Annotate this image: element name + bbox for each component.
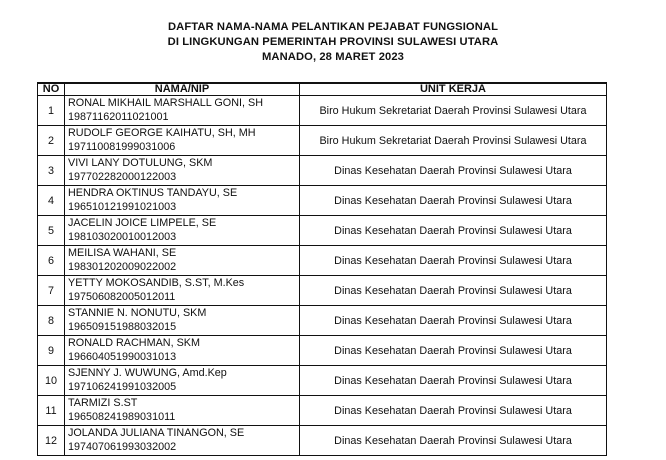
document-heading [0, 20, 666, 65]
table-row [38, 276, 607, 306]
employee-name: TARMIZI S.ST [68, 397, 138, 409]
column-header-nama-nip: NAMA/NIP [65, 83, 300, 96]
employee-name: SJENNY J. WUWUNG, Amd.Kep [68, 367, 227, 379]
table-row [38, 246, 607, 276]
employee-nip: 198301202009022002 [68, 260, 177, 273]
table-row [38, 366, 607, 396]
employee-nip: 196508241989031011 [68, 410, 176, 423]
employee-nip: 198103020010012003 [68, 230, 177, 243]
title-line-2: DI LINGKUNGAN PEMERINTAH PROVINSI SULAWESI UTARA [167, 36, 499, 48]
row-number: 6 [38, 246, 65, 276]
unit-kerja-cell: Dinas Kesehatan Daerah Provinsi Sulawesi Utara [300, 366, 607, 396]
row-number: 11 [38, 396, 65, 426]
employee-nip: 196510121991021003 [68, 200, 177, 213]
nama-nip-cell [65, 156, 300, 186]
row-number: 9 [38, 336, 65, 366]
unit-kerja-cell: Dinas Kesehatan Daerah Provinsi Sulawesi Utara [300, 156, 607, 186]
row-number: 4 [38, 186, 65, 216]
unit-kerja-cell: Dinas Kesehatan Daerah Provinsi Sulawesi Utara [300, 336, 607, 366]
employee-name: JACELIN JOICE LIMPELE, SE [68, 217, 217, 229]
nama-nip-cell [65, 396, 300, 426]
nama-nip-cell [65, 216, 300, 246]
employee-nip: 196509151988032015 [68, 320, 177, 333]
nama-nip-cell [65, 276, 300, 306]
table-row [38, 426, 607, 456]
pejabat-table [37, 82, 607, 456]
employee-nip: 197702282000122003 [68, 170, 177, 183]
employee-nip: 197106241991032005 [68, 380, 177, 393]
employee-nip: 196604051990031013 [68, 350, 177, 363]
employee-name: RONAL MIKHAIL MARSHALL GONI, SH [68, 97, 263, 109]
row-number: 10 [38, 366, 65, 396]
unit-kerja-cell: Dinas Kesehatan Daerah Provinsi Sulawesi Utara [300, 246, 607, 276]
employee-nip: 197506082005012011 [68, 290, 176, 303]
nama-nip-cell [65, 96, 300, 126]
table-row [38, 186, 607, 216]
employee-name: RUDOLF GEORGE KAIHATU, SH, MH [68, 127, 256, 139]
employee-name: JOLANDA JULIANA TINANGON, SE [68, 427, 245, 439]
nama-nip-cell [65, 306, 300, 336]
unit-kerja-cell: Biro Hukum Sekretariat Daerah Provinsi Sulawesi Utara [300, 126, 607, 156]
title-line-1: DAFTAR NAMA-NAMA PELANTIKAN PEJABAT FUNGSIONAL [167, 21, 499, 33]
nama-nip-cell [65, 336, 300, 366]
table-row [38, 216, 607, 246]
row-number: 3 [38, 156, 65, 186]
employee-nip: 197110081999031006 [68, 140, 176, 153]
unit-kerja-cell: Dinas Kesehatan Daerah Provinsi Sulawesi Utara [300, 276, 607, 306]
unit-kerja-cell: Dinas Kesehatan Daerah Provinsi Sulawesi Utara [300, 216, 607, 246]
nama-nip-cell [65, 246, 300, 276]
nama-nip-cell [65, 426, 300, 456]
unit-kerja-cell: Dinas Kesehatan Daerah Provinsi Sulawesi Utara [300, 186, 607, 216]
row-number: 7 [38, 276, 65, 306]
row-number: 5 [38, 216, 65, 246]
table-row [38, 126, 607, 156]
row-number: 12 [38, 426, 65, 456]
row-number: 1 [38, 96, 65, 126]
column-header-unit-kerja: UNIT KERJA [300, 83, 607, 96]
table-header-row [38, 83, 607, 96]
unit-kerja-cell: Biro Hukum Sekretariat Daerah Provinsi Sulawesi Utara [300, 96, 607, 126]
employee-name: RONALD RACHMAN, SKM [68, 337, 200, 349]
unit-kerja-cell: Dinas Kesehatan Daerah Provinsi Sulawesi Utara [300, 306, 607, 336]
table-row [38, 336, 607, 366]
title-line-3: MANADO, 28 MARET 2023 [262, 51, 404, 63]
employee-name: VIVI LANY DOTULUNG, SKM [68, 157, 213, 169]
row-number: 8 [38, 306, 65, 336]
unit-kerja-cell: Dinas Kesehatan Daerah Provinsi Sulawesi Utara [300, 396, 607, 426]
table-row [38, 306, 607, 336]
table-row [38, 96, 607, 126]
table-row [38, 396, 607, 426]
employee-name: HENDRA OKTINUS TANDAYU, SE [68, 187, 238, 199]
employee-nip: 197407061993032002 [68, 440, 177, 453]
table-row [38, 156, 607, 186]
employee-name: YETTY MOKOSANDIB, S.ST, M.Kes [68, 277, 245, 289]
employee-nip: 19871162011021001 [68, 110, 169, 123]
row-number: 2 [38, 126, 65, 156]
nama-nip-cell [65, 366, 300, 396]
employee-name: MEILISA WAHANI, SE [68, 247, 177, 259]
unit-kerja-cell: Dinas Kesehatan Daerah Provinsi Sulawesi Utara [300, 426, 607, 456]
employee-name: STANNIE N. NONUTU, SKM [68, 307, 207, 319]
nama-nip-cell [65, 126, 300, 156]
column-header-no: NO [38, 83, 65, 96]
nama-nip-cell [65, 186, 300, 216]
table-body [38, 96, 607, 456]
